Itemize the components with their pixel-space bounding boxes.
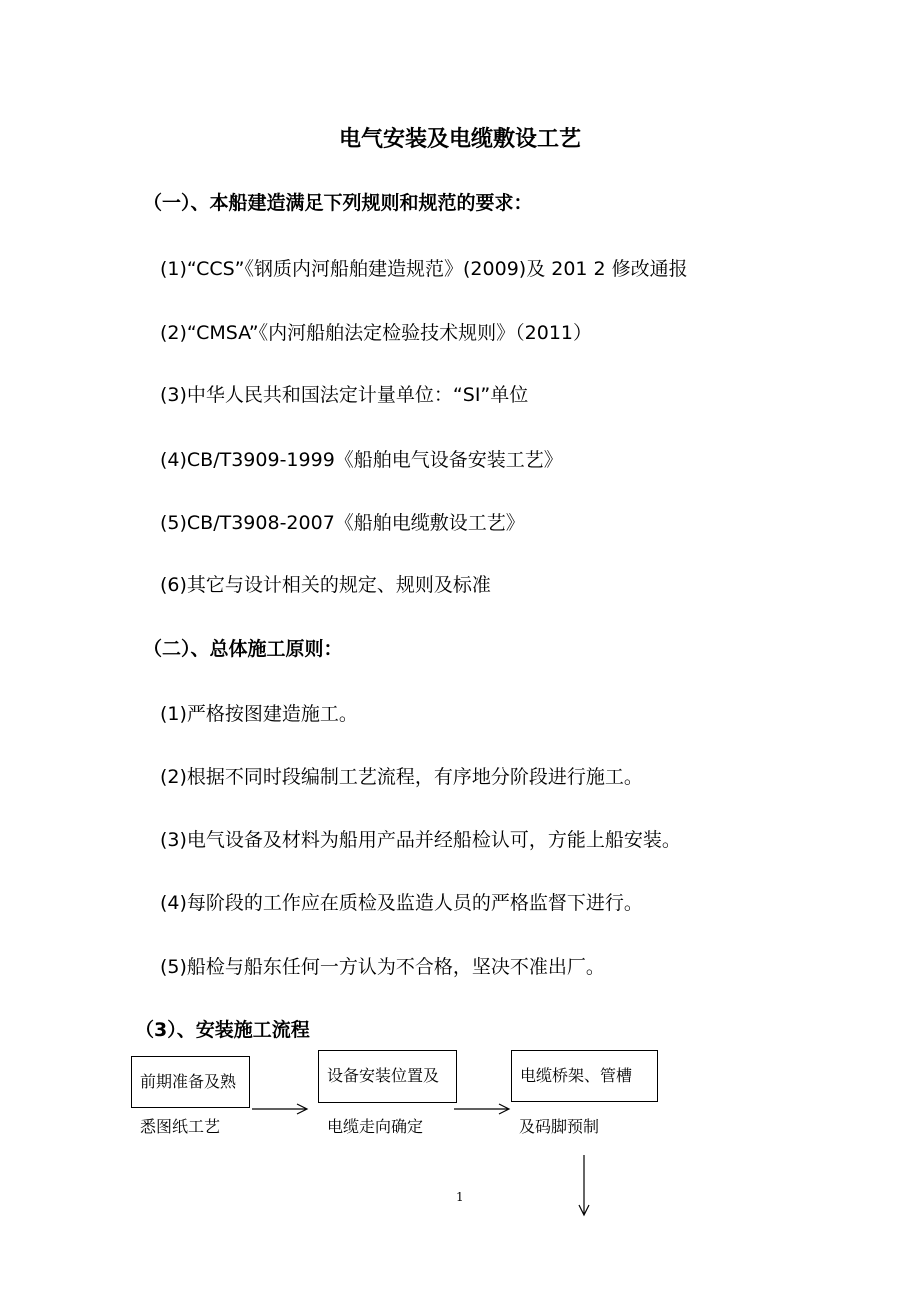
section-1-item-6: (6)其它与设计相关的规定、规则及标准: [160, 574, 491, 596]
section-2-item-2: (2)根据不同时段编制工艺流程，有序地分阶段进行施工。: [160, 766, 643, 788]
section-1-item-1: (1)“CCS”《钢质内河船舶建造规范》(2009)及 201 2 修改通报: [160, 258, 688, 280]
flow-step-1-label: 前期准备及熟: [140, 1072, 237, 1091]
section-2-item-5: (5)船检与船东任何一方认为不合格，坚决不准出厂。: [160, 956, 605, 978]
document-title: 电气安装及电缆敷设工艺: [338, 127, 581, 152]
flow-step-1-sublabel: 悉图纸工艺: [140, 1117, 221, 1136]
section-1-item-5: (5)CB/T3908-2007《船舶电缆敷设工艺》: [160, 512, 525, 534]
section-2-heading: （二）、总体施工原则：: [143, 638, 343, 660]
section-2-item-4: (4)每阶段的工作应在质检及监造人员的严格监督下进行。: [160, 892, 643, 914]
section-1-item-4: (4)CB/T3909-1999《船舶电气设备安装工艺》: [160, 449, 563, 471]
page-number: 1: [456, 1190, 464, 1204]
section-2-item-1: (1)严格按图建造施工。: [160, 703, 358, 725]
flow-step-2-label: 设备安装位置及: [327, 1066, 440, 1085]
section-1-item-2: (2)“CMSA”《内河船舶法定检验技术规则》（2011）: [160, 322, 593, 344]
section-1-heading: （一）、本船建造满足下列规则和规范的要求：: [143, 192, 533, 214]
section-2-item-3: (3)电气设备及材料为船用产品并经船检认可，方能上船安装。: [160, 829, 681, 851]
flow-step-3-label: 电缆桥架、管槽: [520, 1066, 633, 1085]
section-1-item-3: (3)中华人民共和国法定计量单位：“SI”单位: [160, 384, 529, 406]
flow-step-3-sublabel: 及码脚预制: [519, 1117, 600, 1136]
section-3-heading: （3）、安装施工流程: [135, 1019, 310, 1041]
flow-step-2-sublabel: 电缆走向确定: [327, 1117, 424, 1136]
